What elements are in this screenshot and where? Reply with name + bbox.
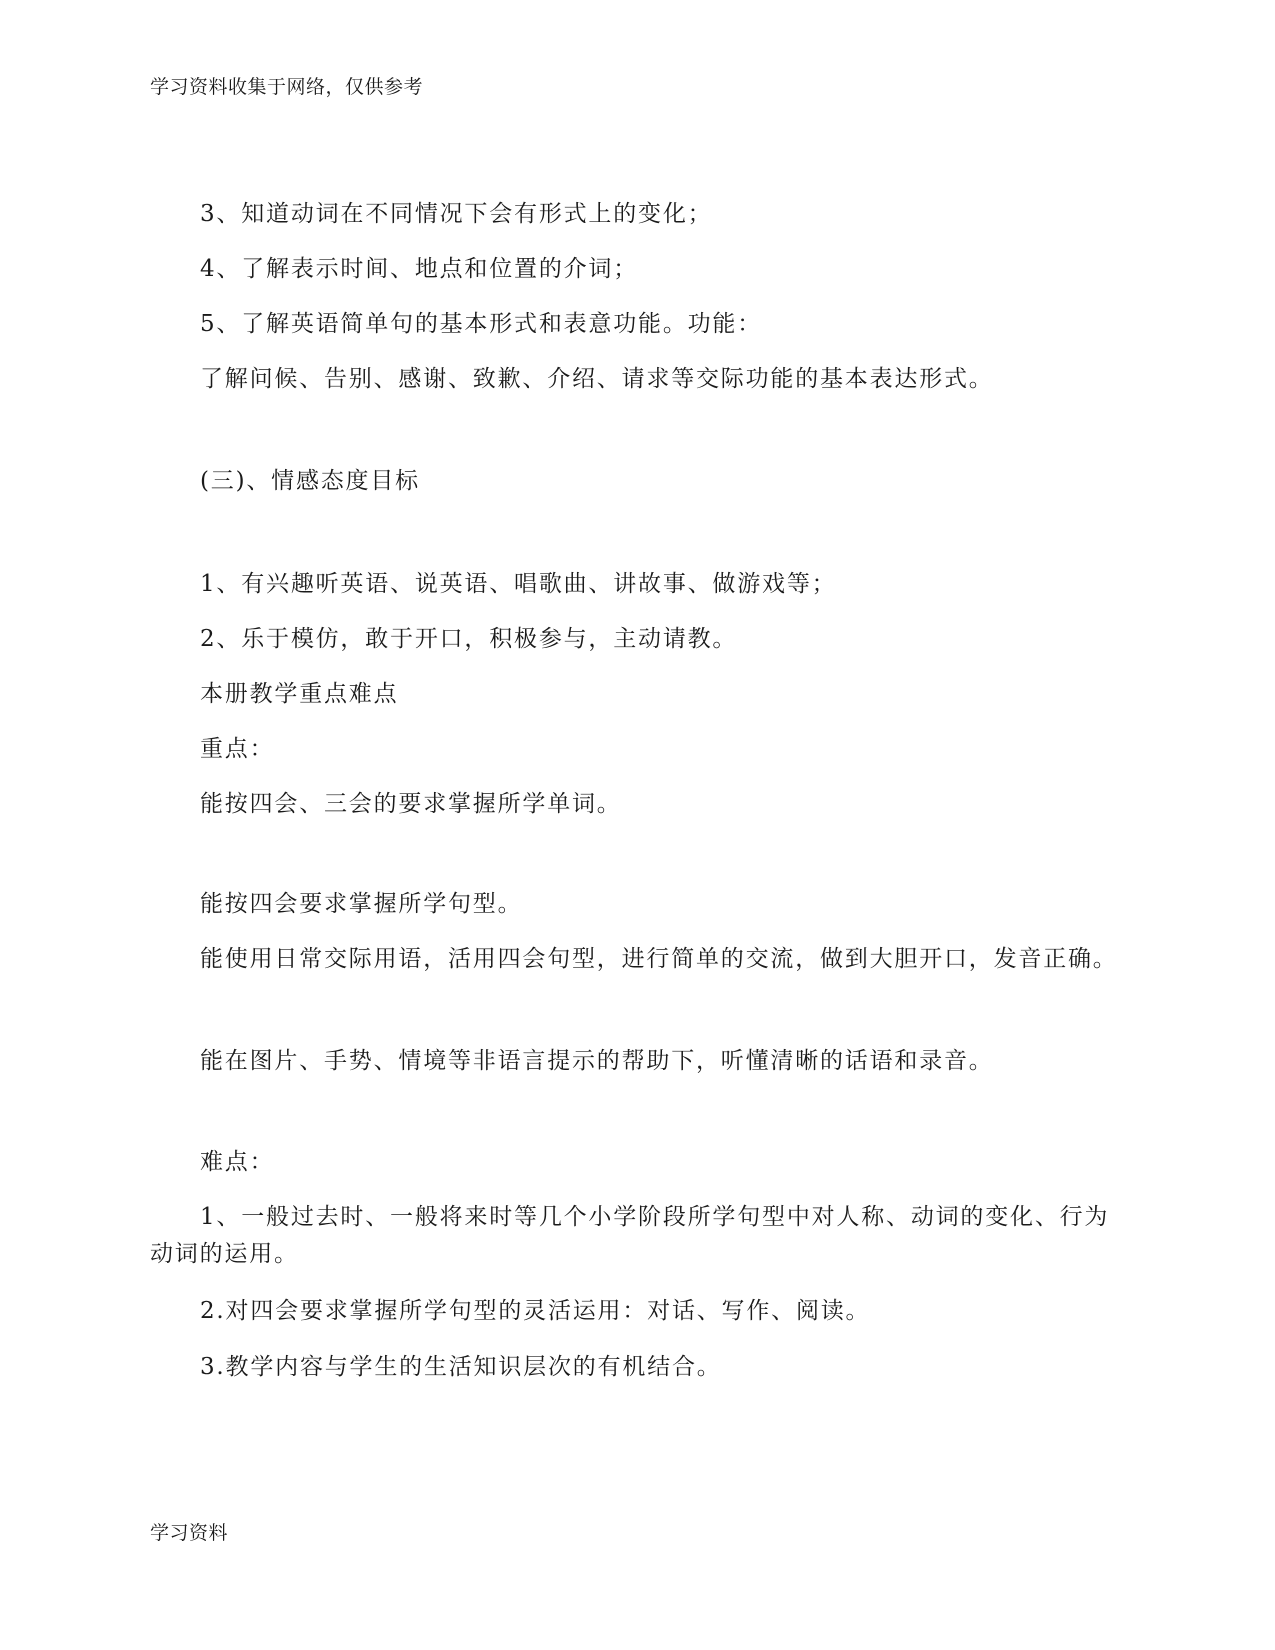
body-line: 3.教学内容与学生的生活知识层次的有机结合。 bbox=[200, 1354, 722, 1380]
body-line: 动词的运用。 bbox=[150, 1241, 299, 1267]
body-line: 难点： bbox=[200, 1149, 275, 1175]
body-line: 能使用日常交际用语，活用四会句型，进行简单的交流，做到大胆开口，发音正确。 bbox=[200, 946, 1118, 972]
body-line: 2、乐于模仿，敢于开口，积极参与，主动请教。 bbox=[200, 626, 738, 652]
page-footer: 学习资料 bbox=[150, 1522, 229, 1544]
body-line: 能按四会要求掌握所学句型。 bbox=[200, 891, 523, 917]
body-line: 1、一般过去时、一般将来时等几个小学阶段所学句型中对人称、动词的变化、行为 bbox=[200, 1204, 1110, 1230]
body-line: 5、了解英语简单句的基本形式和表意功能。功能： bbox=[200, 311, 763, 337]
body-line: 了解问候、告别、感谢、致歉、介绍、请求等交际功能的基本表达形式。 bbox=[200, 366, 994, 392]
body-line: 重点： bbox=[200, 736, 275, 762]
body-line: 本册教学重点难点 bbox=[200, 681, 399, 707]
page-header: 学习资料收集于网络，仅供参考 bbox=[150, 76, 424, 98]
body-line: 能按四会、三会的要求掌握所学单词。 bbox=[200, 791, 622, 817]
body-line: 能在图片、手势、情境等非语言提示的帮助下，听懂清晰的话语和录音。 bbox=[200, 1048, 994, 1074]
body-line: 4、了解表示时间、地点和位置的介词； bbox=[200, 256, 639, 282]
section-heading: (三)、情感态度目标 bbox=[200, 468, 420, 494]
body-line: 3、知道动词在不同情况下会有形式上的变化； bbox=[200, 201, 713, 227]
body-line: 1、有兴趣听英语、说英语、唱歌曲、讲故事、做游戏等； bbox=[200, 571, 837, 597]
body-line: 2.对四会要求掌握所学句型的灵活运用：对话、写作、阅读。 bbox=[200, 1298, 871, 1324]
